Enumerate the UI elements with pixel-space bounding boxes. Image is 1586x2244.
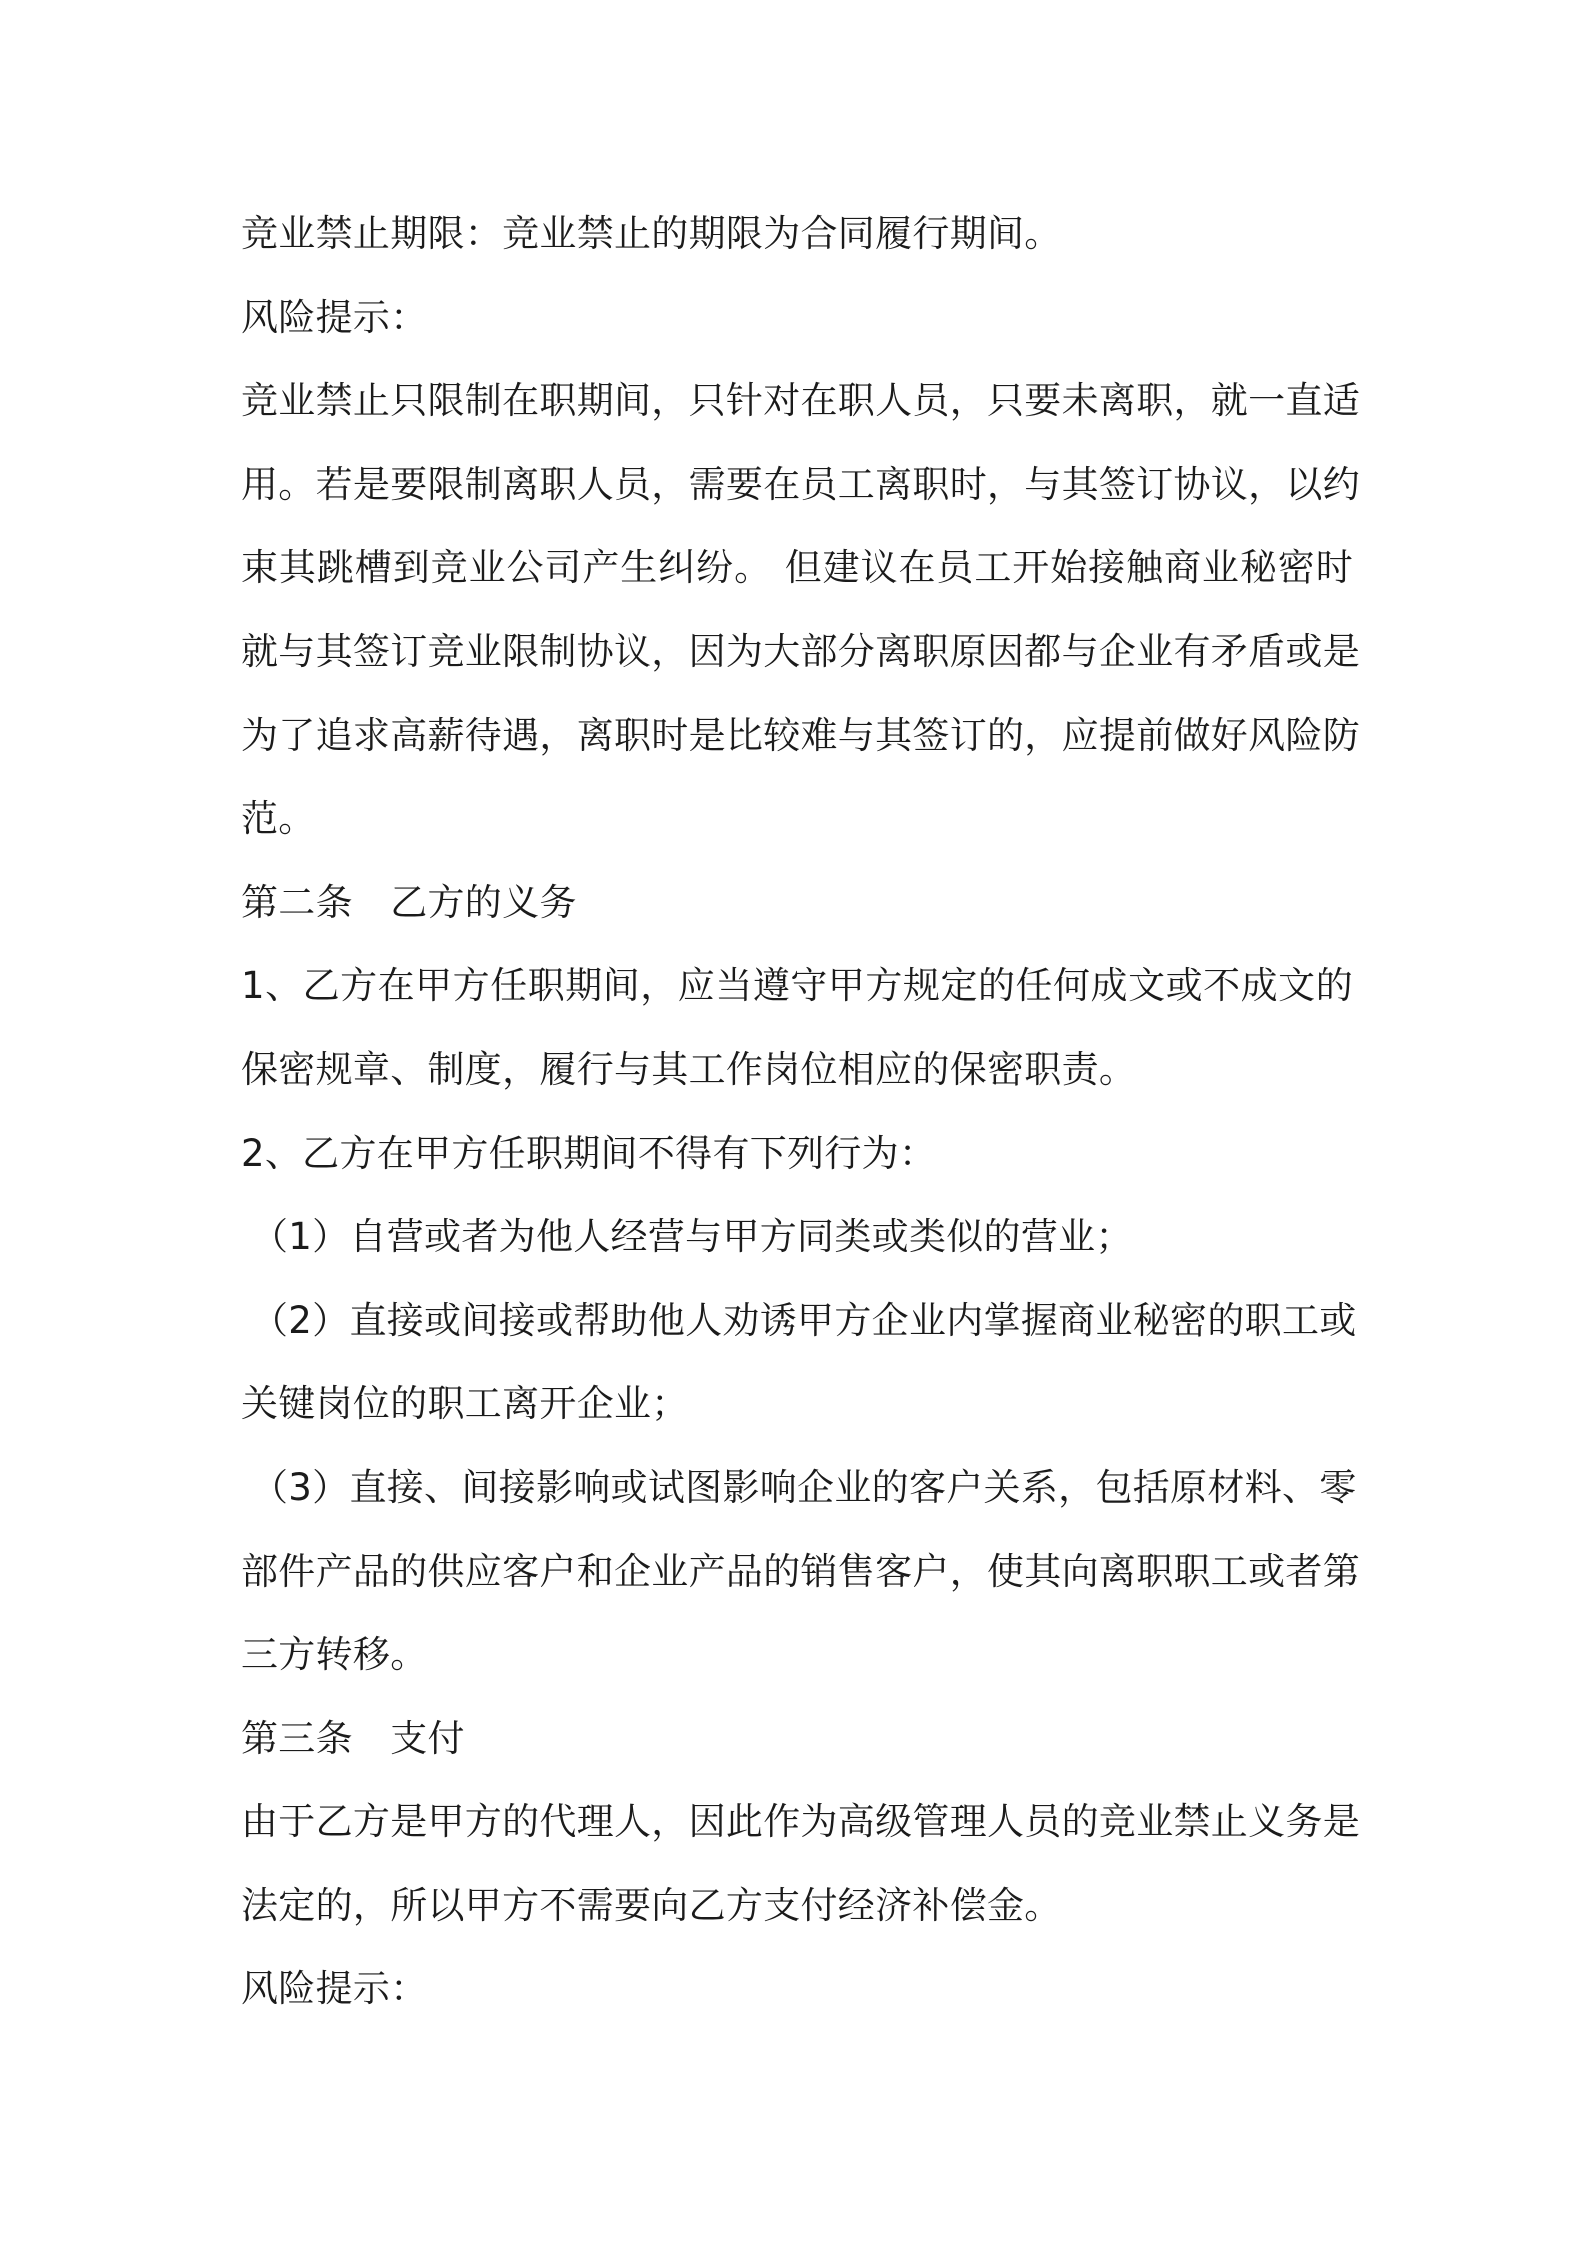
prohibited-act-line: 三方转移。 xyxy=(241,1633,428,1677)
prohibited-act-line: 部件产品的供应客户和企业产品的销售客户，使其向离职职工或者第 xyxy=(241,1549,1360,1593)
article-three-heading: 第三条 支付 xyxy=(241,1716,465,1760)
obligation-item-line: 1、乙方在甲方任职期间，应当遵守甲方规定的任何成文或不成文的 xyxy=(241,964,1353,1008)
payment-paragraph-line: 法定的，所以甲方不需要向乙方支付经济补偿金。 xyxy=(241,1883,1062,1927)
risk-notice-paragraph-line: 范。 xyxy=(241,797,316,841)
article-two-heading: 第二条 乙方的义务 xyxy=(241,880,577,924)
prohibited-act-line: 关键岗位的职工离开企业； xyxy=(241,1382,689,1426)
risk-notice-paragraph-line: 为了追求高薪待遇，离职时是比较难与其签订的，应提前做好风险防 xyxy=(241,713,1360,757)
risk-notice-paragraph-line: 用。若是要限制离职人员，需要在员工离职时，与其签订协议，以约 xyxy=(241,462,1360,506)
risk-notice-heading: 风险提示： xyxy=(241,1967,428,2011)
risk-notice-paragraph-line: 竞业禁止只限制在职期间，只针对在职人员，只要未离职，就一直适 xyxy=(241,379,1360,423)
document-body xyxy=(241,192,1360,2031)
prohibited-act-line: （1）自营或者为他人经营与甲方同类或类似的营业； xyxy=(251,1215,1133,1259)
prohibited-act-line: （3）直接、间接影响或试图影响企业的客户关系，包括原材料、零 xyxy=(251,1465,1357,1509)
risk-notice-paragraph-line: 束其跳槽到竞业公司产生纠纷。 但建议在员工开始接触商业秘密时 xyxy=(241,546,1353,590)
non-compete-period-line: 竞业禁止期限：竞业禁止的期限为合同履行期间。 xyxy=(241,212,1062,255)
prohibited-act-line: （2）直接或间接或帮助他人劝诱甲方企业内掌握商业秘密的职工或 xyxy=(251,1298,1357,1342)
obligation-item-line: 保密规章、制度，履行与其工作岗位相应的保密职责。 xyxy=(241,1047,1137,1091)
payment-paragraph-line: 由于乙方是甲方的代理人，因此作为高级管理人员的竞业禁止义务是 xyxy=(241,1800,1360,1844)
obligation-item-line: 2、乙方在甲方任职期间不得有下列行为： xyxy=(241,1131,937,1175)
risk-notice-heading: 风险提示： xyxy=(241,295,428,339)
risk-notice-paragraph-line: 就与其签订竞业限制协议，因为大部分离职原因都与企业有矛盾或是 xyxy=(241,629,1360,673)
